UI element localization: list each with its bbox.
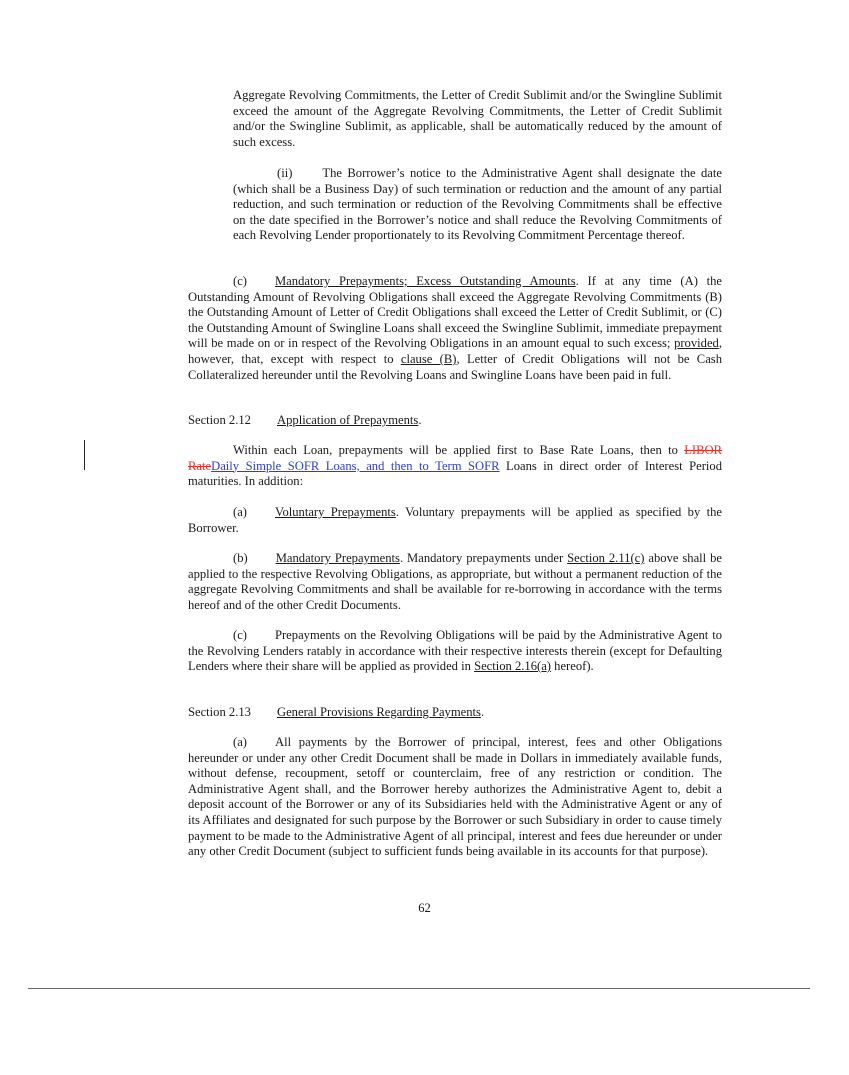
section-2-12-b xyxy=(188,551,722,613)
inserted-text: Daily Simple SOFR Loans, and then to Term SOFR xyxy=(211,458,500,473)
paragraph-text: hereof). xyxy=(551,659,594,674)
clause-label: (c) xyxy=(233,274,247,288)
section-title: General Provisions Regarding Payments xyxy=(277,705,481,719)
section-2-12-a xyxy=(188,505,722,536)
section-title-period: . xyxy=(418,413,422,427)
clause-label: (b) xyxy=(233,551,248,565)
clause-reference: clause (B) xyxy=(400,351,457,366)
paragraph-ii xyxy=(233,166,722,244)
clause-title: Voluntary Prepayments xyxy=(274,505,396,519)
paragraph-text: Aggregate Revolving Commitments, the Letter of Credit Sublimit and/or the Swingline Sublimit exceed the amount of the Aggregate Revolving Commitments, the Letter of Credit Sublimit and/or the Swingline Sublimit, as applicable, shall be automatically reduced by the amount of such excess. xyxy=(233,88,722,149)
revision-change-bar xyxy=(84,440,85,470)
paragraph-text: above shall be applied to the respective Revolving Obligations, as appropriate, but without a permanent reduction of the aggregate Revolving Commitments and shall be available for re-borrowing in accordance with the terms hereof and of the other Credit Documents. xyxy=(188,551,723,612)
clause-label: (c) xyxy=(233,628,247,642)
section-2-13-a xyxy=(188,735,722,860)
paragraph-text: Prepayments on the Revolving Obligations will be paid by the Administrative Agent to the Revolving Lenders ratably in accordance with their respective interests therein (except for Defaulting Lenders where their share will be applied as provided in xyxy=(188,628,722,674)
section-number: Section 2.12 xyxy=(188,413,251,427)
paragraph-text: The Borrower’s notice to the Administrative Agent shall designate the date (which shall be a Business Day) of such termination or reduction and the amount of any partial reduction, and such termination or reduction of the Revolving Commitments shall be effective on the date specified in the Borrower’s notice and shall reduce the Revolving Commitments of each Revolving Lender proportionately to its Revolving Commitment Percentage thereof. xyxy=(233,166,722,243)
paragraph-text: Loans in direct order of Interest Period maturities. In addition: xyxy=(188,458,722,489)
section-2-12-heading xyxy=(188,413,421,429)
clause-label: (a) xyxy=(233,505,247,519)
section-title: Application of Prepayments xyxy=(277,413,419,427)
paragraph-text: . If at any time (A) the Outstanding Amount of Revolving Obligations shall exceed the Aggregate Revolving Commitments (B) the Outstanding Amount of Letter of Credit Obligations shall exceed the Letter of Credit Sublimit, or (C) the Outstanding Amount of Swingline Loans shall exceed the Swingline Sublimit, immediate prepayment will be made on or in respect of the Revolving Obligations in an amount equal to such excess; xyxy=(188,274,722,351)
section-2-12-intro xyxy=(188,443,722,490)
clause-label: (ii) xyxy=(277,166,293,180)
clause-title: Mandatory Prepayments xyxy=(275,551,400,565)
paragraph-text: , Letter of Credit Obligations will not be Cash Collateralized hereunder until the Revolving Loans and Swingline Loans have been paid in full. xyxy=(188,351,722,382)
section-reference: Section 2.16(a) xyxy=(474,659,552,674)
paragraph-c-mandatory xyxy=(188,274,722,383)
paragraph-text: . Voluntary prepayments will be applied as specified by the Borrower. xyxy=(188,505,722,535)
paragraph-text: , however, that, except with respect to xyxy=(188,336,722,366)
paragraph-text: . Mandatory prepayments under xyxy=(399,551,568,565)
footer-divider xyxy=(28,988,810,989)
paragraph-text: Within each Loan, prepayments will be applied first to Base Rate Loans, then to xyxy=(233,443,685,457)
section-2-12-c xyxy=(188,628,722,675)
clause-title: Mandatory Prepayments; Excess Outstanding Amounts xyxy=(274,274,576,288)
section-title-period: . xyxy=(480,705,485,719)
provided-term: provided xyxy=(674,336,719,351)
section-number: Section 2.13 xyxy=(188,705,251,719)
deleted-text: LIBOR Rate xyxy=(188,443,722,473)
page-number: 62 xyxy=(418,901,431,915)
section-2-13-heading xyxy=(188,705,484,721)
paragraph-text: All payments by the Borrower of principal, interest, fees and other Obligations hereunder or under any other Credit Document shall be made in Dollars in immediately available funds, without defense, recoupment, setoff or counterclaim, free of any restriction or condition. The Administrative Agent shall, and the Borrower hereby authorizes the Administrative Agent to, debit a deposit account of the Borrower or any of its Subsidiaries held with the Administrative Agent or any of its Affiliates and designated for such purpose by the Borrower or such Subsidiary in order to cause timely payment to be made to the Administrative Agent of all principal, interest and fees due hereunder or under any other Credit Document (subject to sufficient funds being available in its accounts for that purpose). xyxy=(188,735,722,859)
section-reference: Section 2.11(c) xyxy=(567,551,645,565)
paragraph-continuation xyxy=(233,88,722,150)
clause-label: (a) xyxy=(233,735,247,749)
